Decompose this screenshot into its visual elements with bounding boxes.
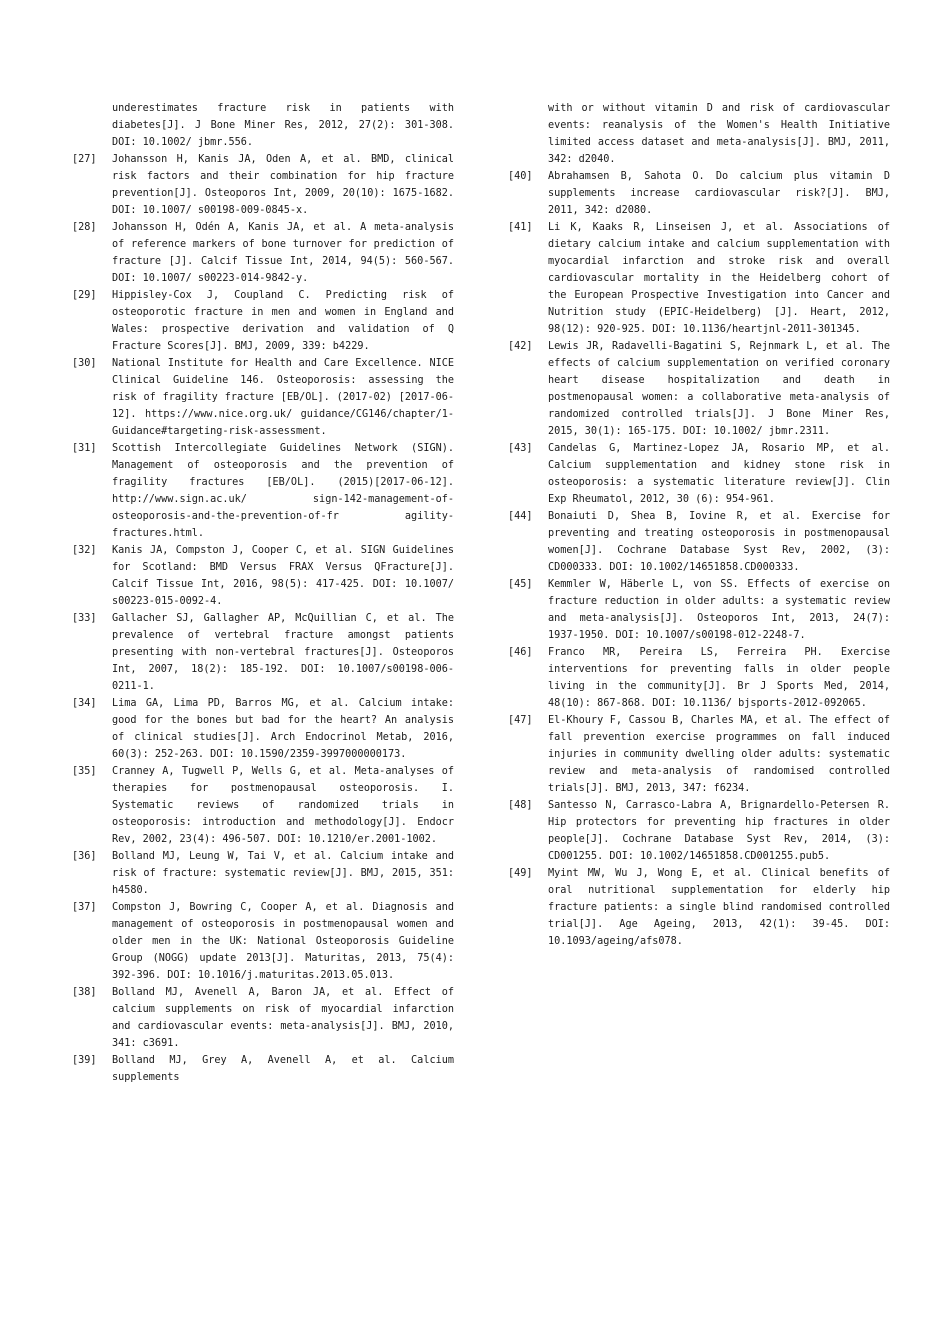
reference-entry bbox=[508, 338, 890, 440]
reference-text: Kemmler W, Häberle L, von SS. Effects of exercise on fracture reduction in older adults: a systematic review and meta-analysis[J]. Osteoporos Int, 2013, 24(7): 1937-1950. DOI: 10.1007/s00198-012-2248-7. bbox=[548, 579, 890, 641]
reference-number: [46] bbox=[508, 647, 533, 658]
reference-number: [48] bbox=[508, 800, 533, 811]
reference-text: El-Khoury F, Cassou B, Charles MA, et al. The effect of fall prevention exercise programmes on fall induced injuries in community dwelling older adults: systematic review and meta-analysis of randomised controlled trials[J]. BMJ, 2013, 347: f6234. bbox=[548, 715, 890, 794]
reference-entry bbox=[72, 151, 454, 219]
reference-number: [39] bbox=[72, 1055, 97, 1066]
reference-number: [36] bbox=[72, 851, 97, 862]
reference-entry bbox=[72, 355, 454, 440]
reference-text: Bolland MJ, Leung W, Tai V, et al. Calcium intake and risk of fracture: systematic review[J]. BMJ, 2015, 351: h4580. bbox=[112, 851, 454, 896]
reference-number: [29] bbox=[72, 290, 97, 301]
reference-entry-continued bbox=[508, 100, 890, 168]
reference-number: [42] bbox=[508, 341, 533, 352]
reference-entry bbox=[508, 576, 890, 644]
reference-text: Lima GA, Lima PD, Barros MG, et al. Calcium intake: good for the bones but bad for the heart? An analysis of clinical studies[J]. Arch Endocrinol Metab, 2016, 60(3): 252-263. DOI: 10.1590/2359-3997000000173. bbox=[112, 698, 454, 760]
reference-number: [28] bbox=[72, 222, 97, 233]
reference-number: [30] bbox=[72, 358, 97, 369]
reference-entry-continued bbox=[72, 100, 454, 151]
reference-text: Hippisley-Cox J, Coupland C. Predicting risk of osteoporotic fracture in men and women in England and Wales: prospective derivation and validation of Q Fracture Scores[J]. BMJ, 2009, 339: b4229. bbox=[112, 290, 454, 352]
reference-text: Kanis JA, Compston J, Cooper C, et al. SIGN Guidelines for Scotland: BMD Versus FRAX Versus QFracture[J]. Calcif Tissue Int, 2016, 98(5): 417-425. DOI: 10.1007/ s00223-015-0092-4. bbox=[112, 545, 454, 607]
reference-entry bbox=[72, 848, 454, 899]
reference-number: [33] bbox=[72, 613, 97, 624]
reference-entry bbox=[508, 712, 890, 797]
reference-text: Bolland MJ, Avenell A, Baron JA, et al. Effect of calcium supplements on risk of myocardial infarction and cardiovascular events: meta-analysis[J]. BMJ, 2010, 341: c3691. bbox=[112, 987, 454, 1049]
reference-entry bbox=[72, 610, 454, 695]
reference-text: Abrahamsen B, Sahota O. Do calcium plus vitamin D supplements increase cardiovascular risk?[J]. BMJ, 2011, 342: d2080. bbox=[548, 171, 890, 216]
reference-text: Scottish Intercollegiate Guidelines Network (SIGN). Management of osteoporosis and the prevention of fragility fractures [EB/OL]. (2015)[2017-06-12]. http://www.sign.ac.uk/ sign-142-management-of-osteoporosis-and-the-prevention-of-fr agility-fractures.html. bbox=[112, 443, 454, 539]
reference-text: Johansson H, Odén A, Kanis JA, et al. A meta-analysis of reference markers of bone turnover for prediction of fracture [J]. Calcif Tissue Int, 2014, 94(5): 560-567. DOI: 10.1007/ s00223-014-9842-y. bbox=[112, 222, 454, 284]
reference-number: [38] bbox=[72, 987, 97, 998]
reference-number: [32] bbox=[72, 545, 97, 556]
reference-text: Gallacher SJ, Gallagher AP, McQuillian C, et al. The prevalence of vertebral fracture amongst patients presenting with non-vertebral fractures[J]. Osteoporos Int, 2007, 18(2): 185-192. DOI: 10.1007/s00198-006-0211-1. bbox=[112, 613, 454, 692]
reference-entry bbox=[508, 797, 890, 865]
reference-text: underestimates fracture risk in patients with diabetes[J]. J Bone Miner Res, 2012, 27(2): 301-308. DOI: 10.1002/ jbmr.556. bbox=[112, 103, 454, 148]
reference-number: [27] bbox=[72, 154, 97, 165]
reference-entry bbox=[72, 899, 454, 984]
reference-entry bbox=[508, 865, 890, 950]
reference-text: Bolland MJ, Grey A, Avenell A, et al. Calcium supplements bbox=[112, 1055, 454, 1083]
reference-number: [45] bbox=[508, 579, 533, 590]
reference-column-left bbox=[72, 100, 454, 1086]
reference-number: [31] bbox=[72, 443, 97, 454]
reference-number: [37] bbox=[72, 902, 97, 913]
reference-number: [40] bbox=[508, 171, 533, 182]
reference-number: [35] bbox=[72, 766, 97, 777]
reference-entry bbox=[72, 1052, 454, 1086]
reference-number: [41] bbox=[508, 222, 533, 233]
reference-entry bbox=[508, 168, 890, 219]
reference-text: National Institute for Health and Care Excellence. NICE Clinical Guideline 146. Osteoporosis: assessing the risk of fragility fracture [EB/OL]. (2017-02) [2017-06-12]. https://www.nice.org.uk/ guidance/CG146/chapter/1-Guidance#targeting-risk-assessment. bbox=[112, 358, 454, 437]
reference-entry bbox=[72, 984, 454, 1052]
reference-text: Myint MW, Wu J, Wong E, et al. Clinical benefits of oral nutritional supplementation for elderly hip fracture patients: a single blind randomised controlled trial[J]. Age Ageing, 2013, 42(1): 39-45. DOI: 10.1093/ageing/afs078. bbox=[548, 868, 890, 947]
reference-number: [44] bbox=[508, 511, 533, 522]
reference-entry bbox=[72, 219, 454, 287]
reference-number: [49] bbox=[508, 868, 533, 879]
reference-entry bbox=[508, 644, 890, 712]
reference-entry bbox=[72, 287, 454, 355]
reference-text: with or without vitamin D and risk of cardiovascular events: reanalysis of the Women's Health Initiative limited access dataset and meta-analysis[J]. BMJ, 2011, 342: d2040. bbox=[548, 103, 890, 165]
reference-text: Santesso N, Carrasco-Labra A, Brignardello-Petersen R. Hip protectors for preventing hip fractures in older people[J]. Cochrane Database Syst Rev, 2014, (3): CD001255. DOI: 10.1002/14651858.CD001255.pub5. bbox=[548, 800, 890, 862]
reference-text: Li K, Kaaks R, Linseisen J, et al. Associations of dietary calcium intake and calcium supplementation with myocardial infarction and stroke risk and overall cardiovascular mortality in the Heidelberg cohort of the European Prospective Investigation into Cancer and Nutrition study (EPIC-Heidelberg) [J]. Heart, 2012, 98(12): 920-925. DOI: 10.1136/heartjnl-2011-301345. bbox=[548, 222, 890, 335]
reference-text: Lewis JR, Radavelli-Bagatini S, Rejnmark L, et al. The effects of calcium supplementation on verified coronary heart disease hospitalization and death in postmenopausal women: a collaborative meta-analysis of randomized controlled trials[J]. J Bone Miner Res, 2015, 30(1): 165-175. DOI: 10.1002/ jbmr.2311. bbox=[548, 341, 890, 437]
reference-number: [47] bbox=[508, 715, 533, 726]
reference-text: Franco MR, Pereira LS, Ferreira PH. Exercise interventions for preventing falls in older people living in the community[J]. Br J Sports Med, 2014, 48(10): 867-868. DOI: 10.1136/ bjsports-2012-092065. bbox=[548, 647, 890, 709]
reference-entry bbox=[72, 440, 454, 542]
reference-text: Cranney A, Tugwell P, Wells G, et al. Meta-analyses of therapies for postmenopausal osteoporosis. I. Systematic reviews of randomized trials in osteoporosis: introduction and methodology[J]. Endocr Rev, 2002, 23(4): 496-507. DOI: 10.1210/er.2001-1002. bbox=[112, 766, 454, 845]
reference-entry bbox=[508, 440, 890, 508]
reference-number: [43] bbox=[508, 443, 533, 454]
reference-entry bbox=[72, 695, 454, 763]
reference-text: Johansson H, Kanis JA, Oden A, et al. BMD, clinical risk factors and their combination for hip fracture prevention[J]. Osteoporos Int, 2009, 20(10): 1675-1682. DOI: 10.1007/ s00198-009-0845-x. bbox=[112, 154, 454, 216]
reference-text: Bonaiuti D, Shea B, Iovine R, et al. Exercise for preventing and treating osteoporosis in postmenopausal women[J]. Cochrane Database Syst Rev, 2002, (3): CD000333. DOI: 10.1002/14651858.CD000333. bbox=[548, 511, 890, 573]
reference-entry bbox=[72, 542, 454, 610]
reference-column-right bbox=[508, 100, 890, 950]
reference-entry bbox=[508, 219, 890, 338]
reference-entry bbox=[508, 508, 890, 576]
reference-number: [34] bbox=[72, 698, 97, 709]
reference-text: Compston J, Bowring C, Cooper A, et al. Diagnosis and management of osteoporosis in postmenopausal women and older men in the UK: National Osteoporosis Guideline Group (NOGG) update 2013[J]. Maturitas, 2013, 75(4): 392-396. DOI: 10.1016/j.maturitas.2013.05.013. bbox=[112, 902, 454, 981]
reference-entry bbox=[72, 763, 454, 848]
reference-text: Candelas G, Martinez-Lopez JA, Rosario MP, et al. Calcium supplementation and kidney stone risk in osteoporosis: a systematic literature review[J]. Clin Exp Rheumatol, 2012, 30 (6): 954-961. bbox=[548, 443, 890, 505]
